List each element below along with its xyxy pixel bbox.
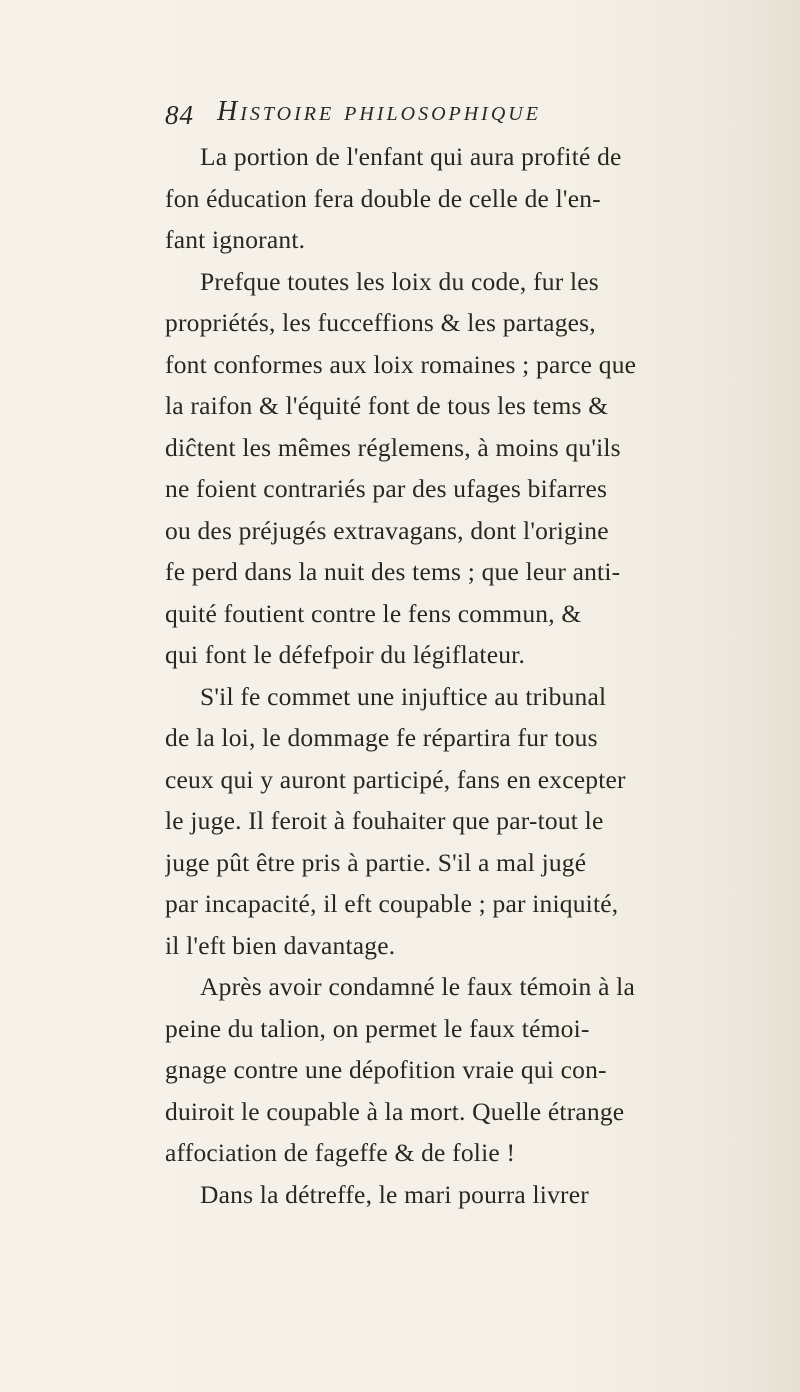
text-line: quité foutient contre le fens commun, & xyxy=(165,598,582,628)
text-line: le juge. Il feroit à fouhaiter que par-tout le xyxy=(165,806,604,835)
text-line: propriétés, les fucceffions & les partages, xyxy=(165,308,596,337)
text-line: Dans la détreffe, le mari pourra livrer xyxy=(200,1179,589,1209)
page-number: 84 xyxy=(165,100,194,130)
text-line: fant ignorant. xyxy=(165,225,306,254)
text-line: ou des préjugés extravagans, dont l'origine xyxy=(165,515,609,545)
text-line: la raifon & l'équité font de tous les tems & xyxy=(165,391,609,420)
text-line: gnage contre une dépofition vraie qui con- xyxy=(165,1055,607,1084)
body-text xyxy=(165,136,775,1215)
text-line: fe perd dans la nuit des tems ; que leur anti- xyxy=(165,557,621,586)
text-line: de la loi, le dommage fe répartira fur tous xyxy=(165,723,598,752)
text-line: duiroit le coupable à la mort. Quelle étrange xyxy=(165,1096,625,1126)
text-line: ceux qui y auront participé, fans en excepter xyxy=(165,764,626,794)
text-line: diĉtent les mêmes réglemens, à moins qu'ils xyxy=(165,432,621,462)
text-line: Après avoir condamné le faux témoin à la xyxy=(200,972,635,1001)
text-line: ne foient contrariés par des ufages bifarres xyxy=(165,474,608,503)
text-line: peine du talion, on permet le faux témoi- xyxy=(165,1013,590,1043)
text-line: font conformes aux loix romaines ; parce que xyxy=(165,349,637,379)
text-line: il l'eft bien davantage. xyxy=(165,930,396,960)
text-line: par incapacité, il eft coupable ; par iniquité, xyxy=(165,889,619,918)
text-line: Prefque toutes les loix du code, fur les xyxy=(200,266,599,296)
text-line: affociation de fageffe & de folie ! xyxy=(165,1138,516,1167)
text-line: La portion de l'enfant qui aura profité de xyxy=(200,142,622,171)
page-header xyxy=(165,96,745,136)
text-line: qui font le défefpoir du légiflateur. xyxy=(165,640,526,669)
text-line: fon éducation fera double de celle de l'en- xyxy=(165,183,601,213)
text-line: S'il fe commet une injuftice au tribunal xyxy=(200,681,607,711)
running-title: Histoire philosophique xyxy=(217,96,541,127)
text-line: juge pût être pris à partie. S'il a mal jugé xyxy=(165,847,587,877)
